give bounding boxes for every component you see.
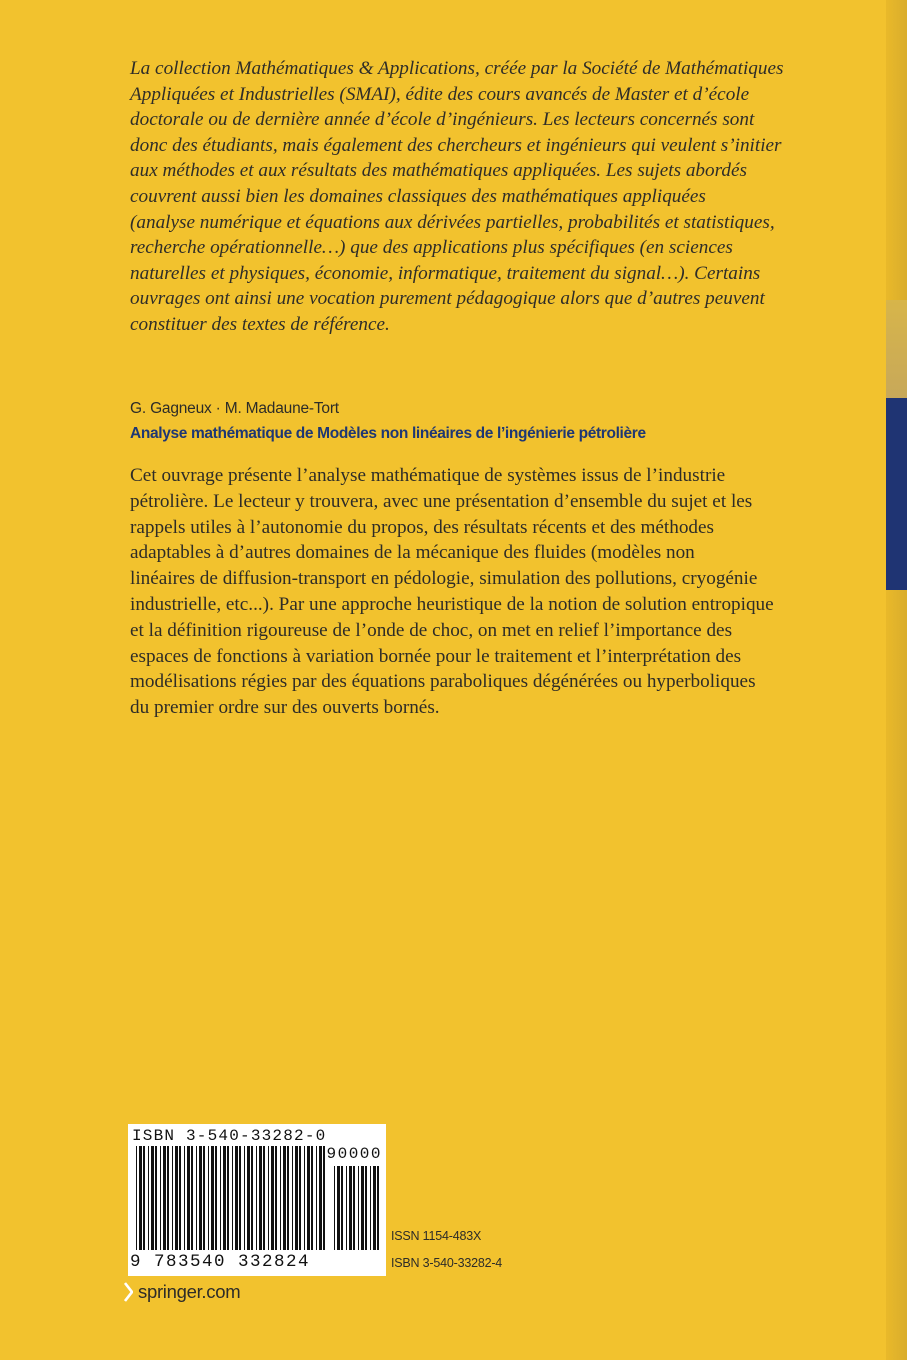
barcode-bar xyxy=(220,1146,221,1250)
barcode-bar xyxy=(283,1146,286,1250)
barcode-bar xyxy=(263,1146,265,1250)
series-description: La collection Mathématiques & Applications, créée par la Société de Mathématiques Appliquées et Industrielles (SMAI), édite des cours avancés de Master et d’école doctorale ou de dernière année d’école d’ingénieurs. Les lecteurs concernés sont donc des étudiants, mais également des chercheurs et ingénieurs qui veulent s’initier aux méthodes et aux résultats des mathématiques appliquées. Les sujets abordés couvrent aussi bien les domaines classiques des mathématiques appliquées (analyse numérique et équations aux dérivées partielles, probabilités et statistiques, recherche opérationnelle…) que des applications plus spécifiques (en sciences naturelles et physiques, économie, informatique, traitement du signal…). Certains ouvrages ont ainsi une vocation purement pédagogique alors que d’autres peuvent constituer des textes de référence. xyxy=(130,58,784,335)
barcode-bar xyxy=(349,1166,352,1250)
barcode-bar xyxy=(304,1146,305,1250)
barcode-bar xyxy=(337,1166,340,1250)
barcode-ean-digits: 9 783540 332824 xyxy=(130,1252,311,1272)
barcode-bar xyxy=(307,1146,310,1250)
barcode-bar xyxy=(365,1166,367,1250)
barcode-bar xyxy=(280,1146,281,1250)
publisher-website: springer.com xyxy=(138,1281,241,1302)
barcode-bar xyxy=(199,1146,202,1250)
barcode-bar xyxy=(211,1146,214,1250)
barcode-bar xyxy=(292,1146,293,1250)
barcode-bar xyxy=(239,1146,241,1250)
spine-navy-band xyxy=(886,398,907,590)
barcode-bar xyxy=(287,1146,289,1250)
barcode-bar xyxy=(227,1146,229,1250)
barcode-addon-digits: 90000 xyxy=(326,1145,382,1163)
barcode-bar xyxy=(175,1146,178,1250)
issn-number: ISSN 1154-483X xyxy=(391,1229,482,1243)
barcode-bar xyxy=(361,1166,364,1250)
barcode-bar xyxy=(223,1146,226,1250)
barcode-bar xyxy=(151,1146,154,1250)
barcode-bar xyxy=(370,1166,371,1250)
barcode-bar xyxy=(203,1146,205,1250)
barcode-bar xyxy=(143,1146,145,1250)
barcode-bar xyxy=(341,1166,343,1250)
barcode-bar xyxy=(377,1166,379,1250)
book-description: Cet ouvrage présente l’analyse mathématique de systèmes issus de l’industrie pétrolière. Le lecteur y trouvera, avec une présentation d’ensemble du sujet et les rappels utiles à l’autonomie du propos, des résultats récents et des méthodes adaptables à d’autres domaines de la mécanique des fluides (modèles non linéaires de diffusion-transport en pédologie, simulation des pollutions, cryogénie industrielle, etc...). Par une approche heuristique de la notion de solution entropique et la définition rigoureuse de l’onde de choc, on met en relief l’importance des espaces de fonctions à variation bornée pour le traitement et l’interprétation des modélisations régies par des équations paraboliques dégénérées ou hyperboliques du premier ordre sur des ouverts bornés. xyxy=(130,465,774,719)
barcode-bar xyxy=(251,1146,253,1250)
barcode-bar xyxy=(271,1146,274,1250)
barcode-isbn-header: ISBN 3-540-33282-0 xyxy=(132,1127,327,1145)
spine-edge xyxy=(886,0,907,1360)
barcode-bar xyxy=(139,1146,142,1250)
barcode-bar xyxy=(160,1146,161,1250)
barcode-bar xyxy=(323,1146,325,1250)
barcode-bar xyxy=(179,1146,181,1250)
barcode-bar xyxy=(196,1146,197,1250)
barcode-bar xyxy=(208,1146,209,1250)
barcode-bar xyxy=(148,1146,149,1250)
barcode-bar xyxy=(275,1146,277,1250)
publisher-link[interactable] xyxy=(124,1280,240,1304)
barcode-bar xyxy=(311,1146,313,1250)
barcode-bar xyxy=(353,1166,355,1250)
barcode-bar xyxy=(172,1146,173,1250)
book-authors: G. Gagneux · M. Madaune-Tort xyxy=(130,400,339,417)
barcode-bar xyxy=(232,1146,233,1250)
barcode-bar xyxy=(295,1146,298,1250)
barcode-bar xyxy=(316,1146,317,1250)
barcode-panel xyxy=(128,1124,386,1276)
barcode-bar xyxy=(346,1166,347,1250)
barcode-bar xyxy=(244,1146,245,1250)
barcode-bar xyxy=(299,1146,301,1250)
isbn-number: ISBN 3-540-33282-4 xyxy=(391,1256,503,1270)
barcode-bar xyxy=(373,1166,376,1250)
barcode-bar xyxy=(268,1146,269,1250)
barcode-bar xyxy=(319,1146,322,1250)
spine-tan-band xyxy=(886,300,907,400)
barcode-bar xyxy=(358,1166,359,1250)
barcode-bar xyxy=(167,1146,169,1250)
barcode-bar xyxy=(155,1146,157,1250)
barcode-bar xyxy=(256,1146,257,1250)
barcode-bar xyxy=(187,1146,190,1250)
barcode-bar xyxy=(247,1146,250,1250)
chevron-right-icon xyxy=(124,1282,133,1302)
book-title: Analyse mathématique de Modèles non linéaires de l’ingénierie pétrolière xyxy=(130,425,646,442)
barcode-bar xyxy=(259,1146,262,1250)
barcode-bar xyxy=(334,1166,335,1250)
barcode-bar xyxy=(184,1146,185,1250)
barcode-bar xyxy=(215,1146,217,1250)
barcode-bar xyxy=(235,1146,238,1250)
barcode-bar xyxy=(191,1146,193,1250)
barcode-bar xyxy=(163,1146,166,1250)
barcode-bar xyxy=(136,1146,137,1250)
